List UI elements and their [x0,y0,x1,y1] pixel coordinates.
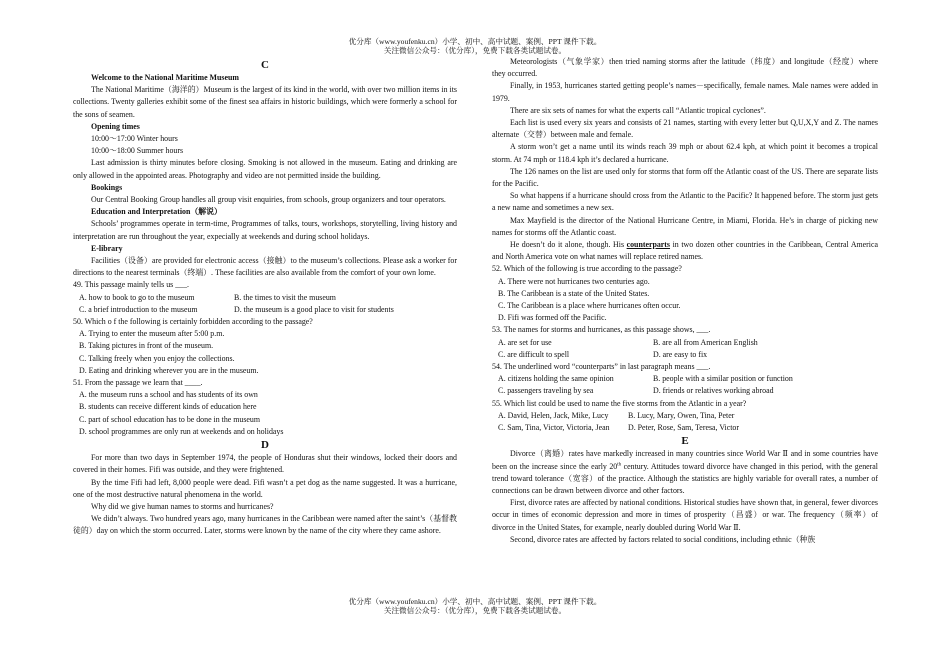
paragraph-e1-end: century. Attitudes toward divorce have changed in this period, with the general trend toward tolerance（宽容）of the practice. Although the statistics are highly variable for overall rates, a number of connections can be drawn between divorce and other factors. [492,461,878,495]
question-55-option-d: D. Peter, Rose, Sam, Teresa, Victor [628,423,740,433]
section-e-paragraph-1 [492,448,878,497]
question-55-options-cd [492,422,878,434]
question-50-option-c: C. Talking freely when you enjoy the collections. [79,353,235,363]
question-50-stem: 50. Which o f the following is certainly forbidden according to the passage? [73,317,313,327]
footer-line-1: 优分库（www.youfenku.cn）小学、初中、高中试题、案例、PPT 课件下载。 [348,597,602,606]
admission-text: Last admission is thirty minutes before closing. Smoking is not allowed in the museum. Eating and drinking are only allowed in the appointed areas. Photography and video are not permitted inside the building. [73,158,457,180]
section-d-paragraph-4: We didn’t always. Two hundred years ago, many hurricanes in the Caribbean were named after the saint’s（基督教徒的）day on which the storm occurred. Later, storms were known by the name of the city where they came ashore. [73,514,457,536]
question-53-option-a: A. are set for use [498,337,552,347]
question-53-options-cd [492,349,878,361]
elibrary-text: Facilities（设备）are provided for electronic access（接触）to the museum’s collections. Please ask a worker for directions to the nearest terminals（终端）. These facilities are also available from the comfort of your own lome. [73,256,457,278]
question-50-option-b: B. Taking pictures in front of the museum. [79,341,214,351]
summer-hours: 10:00～18:00 Summer hours [91,146,184,156]
winter-hours: 10:00～17:00 Winter hours [91,134,178,144]
question-53-option-c: C. are difficult to spell [498,349,570,359]
paragraph-13-start: He doesn’t do it alone, though. His [510,240,627,250]
question-53-options-ab [492,337,878,349]
question-55-option-c: C. Sam, Tina, Victor, Victoria, Jean [498,423,610,433]
question-49-stem: 49. This passage mainly tells us ___. [73,280,190,290]
question-51-stem: 51. From the passage we learn that ____. [73,378,203,388]
opening-times-heading: Opening times [91,121,140,131]
header-line-1: 优分库（www.youfenku.cn）小学、初中、高中试题、案例、PPT 课件下载。 [348,37,602,46]
elibrary-heading: E-library [91,243,123,253]
question-49-option-a: A. how to book to go to the museum [79,292,195,302]
underlined-word-counterparts: counterparts [626,240,671,250]
education-heading: Education and Interpretation（解说） [91,207,222,217]
question-52-option-d: D. Fifi was formed off the Pacific. [498,313,607,323]
section-c-intro: The National Maritime（海洋的）Museum is the largest of its kind in the world, with over two million items in its collections. Twenty galleries exhibit some of the finest sea affairs in historic buildings, which were formerly a school for the sons of seamen. [73,85,457,119]
question-53-stem: 53. The names for storms and hurricanes, as this passage shows, ___. [492,325,711,335]
section-d-paragraph-12: Max Mayfield is the director of the National Hurricane Centre, in Miami, Florida. He’s in charge of picking new names for storms off the Atlantic coast. [492,215,878,237]
question-54-option-c: C. passengers traveling by sea [498,386,594,396]
question-54-options-cd [492,385,878,397]
section-d-paragraph-11: So what happens if a hurricane should cross from the Atlantic to the Pacific? It happened before. The storm just gets a new name and sometimes a new sex. [492,191,878,213]
section-d-paragraph-7: There are six sets of names for what the experts call “Atlantic tropical cyclones”. [510,105,766,115]
question-53-option-b: B. are all from American English [653,337,758,347]
question-52-stem: 52. Which of the following is true according to the passage? [492,264,682,274]
section-d-letter: D [261,439,269,452]
question-49-option-c: C. a brief introduction to the museum [79,304,198,314]
section-e-paragraph-2: First, divorce rates are affected by national conditions. Historical studies have shown that, in general, fewer divorces occur in times of economic depression and more in times of prosperity（昌盛）or war. The frequency（频率）of divorce in the United States, for example, nearly doubled during World War Ⅱ. [492,498,878,532]
question-51-option-c: C. part of school education has to be done in the museum [79,414,261,424]
section-d-paragraph-5: Meteorologists（气象学家）then tried naming storms after the latitude（纬度）and longitude（经度）where they occurred. [492,57,878,79]
education-text: Schools’ programmes operate in term-time, Programmes of talks, tours, workshops, storytelling, living history and interpretation are run throughout the year, expecially at weekends and during school holidays. [73,219,457,241]
question-52-option-a: A. There were not hurricanes two centuries ago. [498,276,650,286]
question-49-option-d: D. the museum is a good place to visit for students [234,304,394,314]
question-54-option-a: A. citizens holding the same opinion [498,374,614,384]
question-51-option-d: D. school programmes are only run at weekends and on holidays [79,426,284,436]
question-54-stem: 54. The underlined word “counterparts” in last paragraph means ___. [492,362,711,372]
section-d-paragraph-9: A storm won’t get a name until its winds reach 39 mph or about 62.4 kph, at which point it becomes a tropical storm. At 74 mph or 118.4 kph it’s declared a hurricane. [492,142,878,164]
question-52-option-b: B. The Caribbean is a state of the United States. [498,288,650,298]
section-d-paragraph-10: The 126 names on the list are used only for storms that form off the Atlantic coast of the US. There are separate lists for the Pacific. [492,166,878,189]
section-c-letter: C [261,59,269,71]
question-55-stem: 55. Which list could be used to name the five storms from the Atlantic in a year? [492,398,747,408]
bookings-text: Our Central Booking Group handles all group visit enquiries, from schools, group organizers and tour operators. [91,195,446,205]
question-49-options-ab [73,292,457,304]
question-53-option-d: D. are easy to fix [653,349,708,359]
question-50-option-d: D. Eating and drinking wherever you are in the museum. [79,365,259,375]
question-55-options-ab [492,410,878,422]
question-51-option-a: A. the museum runs a school and has students of its own [79,390,258,400]
question-51-option-b: B. students can receive different kinds of education here [79,402,257,412]
page-header [0,37,950,56]
section-d-paragraph-6: Finally, in 1953, hurricanes started getting people’s names－specifically, female names. Male names were added in 1979. [492,81,878,103]
question-50-option-a: A. Trying to enter the museum after 5:00 p.m. [79,329,225,339]
paragraph-e1-start: Divorce（离婚）rates have markedly increased in many countries since World War Ⅱ and in some countries have been on the increase since the early 20 [492,449,878,471]
section-e-letter: E [681,435,689,448]
section-e-paragraph-3: Second, divorce rates are affected by factors related to social conditions, including ethnic（种族 [510,534,816,544]
section-d-paragraph-3: Why did we give human names to storms and hurricanes? [91,501,274,511]
footer-line-2: 关注微信公众号：（优分库），免费下载各类试题试卷。 [383,606,567,616]
page-footer [0,597,950,616]
question-49-option-b: B. the times to visit the museum [234,292,336,302]
section-d-paragraph-1: For more than two days in September 1974, the people of Honduras shut their windows, locked their doors and covered in their homes. Fifi was outside, and they were frightened. [73,453,457,475]
section-d-paragraph-13 [492,239,878,263]
question-54-option-b: B. people with a similar position or function [653,374,793,384]
question-52-option-c: C. The Caribbean is a place where hurricanes often occur. [498,301,681,311]
left-column [73,58,457,538]
right-column [492,56,878,546]
question-55-option-b: B. Lucy, Mary, Owen, Tina, Peter [628,410,735,420]
bookings-heading: Bookings [91,182,123,192]
header-line-2: 关注微信公众号：（优分库），免费下载各类试题试卷。 [383,46,567,56]
question-54-options-ab [492,373,878,385]
question-49-options-cd [73,304,457,316]
paragraph-13-end: in two dozen other countries in the Caribbean, Central America and North America vote on what names will replace retired names. [492,240,878,262]
superscript-th: th [617,461,622,467]
question-55-option-a: A. David, Helen, Jack, Mike, Lucy [498,410,609,420]
section-d-paragraph-8: Each list is used every six years and consists of 21 names, starting with every letter but Q,U,X,Y and Z. The names alternate（交替）between male and female. [492,118,878,140]
section-d-paragraph-2: By the time Fifi had left, 8,000 people were dead. Fifi wasn’t a pet dog as the name suggested. It was a hurricane, one of the most destructive natural phenomena in the world. [73,477,457,499]
section-c-title: Welcome to the National Maritime Museum [91,73,239,82]
question-54-option-d: D. friends or relatives working abroad [653,386,774,396]
